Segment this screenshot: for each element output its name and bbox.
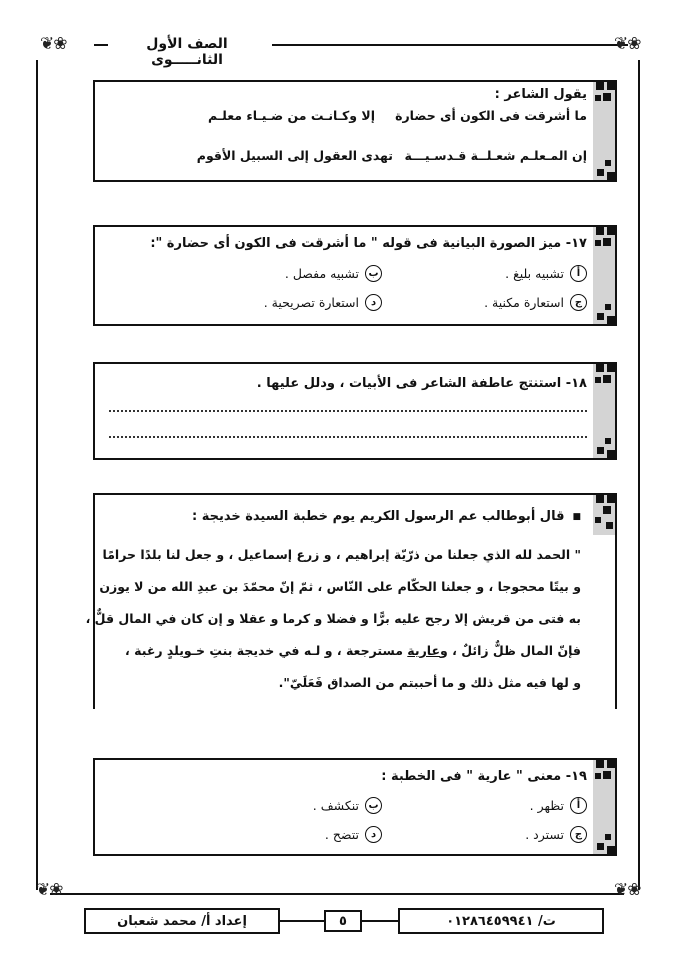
footer-connector-right [362, 920, 398, 922]
option-text: تظهر . [529, 798, 564, 813]
pixel-pattern-icon [593, 82, 615, 180]
passage-intro-text: قال أبوطالب عم الرسول الكريم يوم خطبة السيدة خديجة : [191, 509, 565, 524]
question-19: ١٩- معنى " عارية " فى الخطبة : [381, 769, 587, 784]
pixel-pattern-icon [593, 227, 615, 324]
footer-connector-left [280, 920, 324, 922]
pixel-pattern-icon [593, 364, 615, 458]
option-letter: ب [365, 265, 382, 282]
q17-option-c[interactable] [484, 294, 587, 311]
passage-line-5: و لها فيه مثل ذلك و ما أحببتم من الصداق فَعَلَيّ". [278, 675, 581, 690]
option-text: استعارة تصريحية . [263, 295, 359, 310]
question-17-box [93, 225, 617, 326]
option-letter: ج [570, 294, 587, 311]
footer-author: إعداد أ/ محمد شعبان [84, 908, 280, 934]
q19-option-d[interactable] [325, 826, 382, 843]
verse-2-right: إن المـعلـم شعـلــة قـدسـيـــة [404, 148, 587, 163]
pixel-pattern-icon [593, 760, 615, 854]
option-letter: د [365, 294, 382, 311]
grade-title: الصف الأول الثانـــــوى [146, 36, 228, 68]
passage-line-2: و بيتًا محجوجا ، و جعلنا الحكّام على النّاس ، ثمّ إنّ محمّدَ بن عبدِ الله من لا يوزن [99, 579, 581, 594]
question-18-box [93, 362, 617, 460]
option-text: استعارة مكنية . [484, 295, 564, 310]
passage-box [85, 493, 617, 709]
passage-line-3: به فتى من قريش إلا رجح عليه برًّا و فضلا و كرما و عقلا و إن كان في المال قلٌّ ، [85, 611, 581, 626]
highlighted-word: عارية [407, 643, 440, 658]
ornament-icon: ❦❀ [614, 880, 641, 900]
poem-intro: يقول الشاعر : [494, 87, 587, 102]
question-17: ١٧- ميز الصورة البيانية فى قوله " ما أشرقت فى الكون أى حضارة ": [150, 236, 587, 251]
footer-phone: ت/ ٠١٢٨٦٤٥٩٩٤١ [398, 908, 604, 934]
answer-line-1[interactable] [109, 410, 587, 412]
question-19-box [93, 758, 617, 856]
page-number: ٥ [324, 910, 362, 932]
option-text: تسترد . [525, 827, 564, 842]
bullet-icon: ■ [572, 511, 581, 522]
poem-box [93, 80, 617, 182]
q19-option-c[interactable] [525, 826, 587, 843]
option-text: تشبيه مفصل . [284, 266, 359, 281]
question-18: ١٨- استنتج عاطفة الشاعر فى الأبيات ، ودلل عليها . [256, 376, 587, 391]
passage-line-4 [105, 643, 581, 658]
option-letter: د [365, 826, 382, 843]
option-letter: ب [365, 797, 382, 814]
verse-1-right: ما أشرقت فى الكون أى حضارة [395, 108, 587, 123]
q17-option-a[interactable] [505, 265, 587, 282]
option-letter: أ [570, 797, 587, 814]
passage-line-1: " الحمد لله الذي جعلنا من ذرّيّة إبراهيم ، و زرع إسماعيل ، و جعل لنا بلدًا حرامًا [102, 547, 581, 562]
pixel-pattern-icon [593, 495, 615, 535]
page-frame-left [36, 60, 38, 890]
q19-option-b[interactable] [313, 797, 382, 814]
ornament-icon: ❦❀ [40, 34, 67, 54]
option-letter: أ [570, 265, 587, 282]
page-frame-right [638, 60, 640, 890]
answer-line-2[interactable] [109, 436, 587, 438]
option-letter: ج [570, 826, 587, 843]
verse-1-left: إلا وكـانـت من ضـيـاء معلـم [208, 108, 375, 123]
option-text: تتضح . [324, 827, 359, 842]
header-rule-right [272, 44, 628, 46]
header-rule-left [94, 44, 108, 46]
ornament-icon: ❦❀ [36, 880, 63, 900]
passage-line-4-end: مسترجعة ، و لـه في خديجة بنتِ خـويلدٍ رغبة ، [125, 643, 403, 658]
ornament-icon: ❦❀ [614, 34, 641, 54]
passage-intro [192, 509, 581, 524]
q19-option-a[interactable] [530, 797, 587, 814]
option-text: تنكشف . [312, 798, 359, 813]
q17-option-b[interactable] [285, 265, 382, 282]
option-text: تشبيه بليغ . [505, 266, 564, 281]
page-frame-bottom [50, 893, 624, 895]
verse-2-left: تهدى العقول إلى السبيل الأقوم [196, 148, 393, 163]
passage-line-4-start: فإنّ المال ظلٌّ زائلٌ ، و [440, 643, 581, 658]
q17-option-d[interactable] [264, 294, 382, 311]
